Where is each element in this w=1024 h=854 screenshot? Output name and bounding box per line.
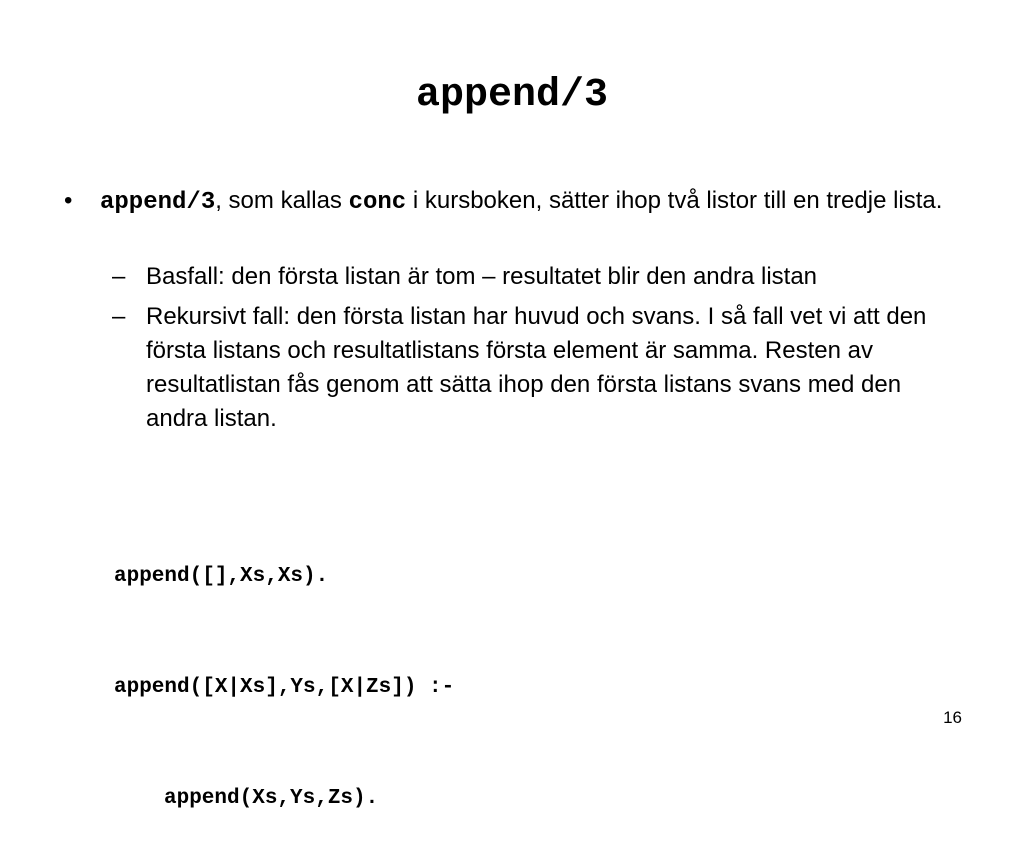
main-bullet <box>64 184 964 220</box>
code-block <box>114 484 454 854</box>
bullet-marker: • <box>64 187 73 214</box>
sub-item-text: Basfall: den första listan är tom – resultatet blir den andra listan <box>146 263 818 290</box>
bullet-text-part1: , som kallas <box>215 187 349 214</box>
dash-marker: – <box>112 263 126 290</box>
page-number: 16 <box>943 708 962 727</box>
code-line-base-clause: append([],Xs,Xs). <box>114 565 329 588</box>
dash-marker: – <box>112 303 126 330</box>
sub-item-recursive-case <box>112 300 962 436</box>
sub-item-text: Rekursivt fall: den första listan har huvud och svans. I så fall vet vi att den första listans och resultatlistans första element är samma. Resten av resultatlistan fås genom att sätta ihop den första listans svans med den andra listan. <box>146 303 927 432</box>
code-term-conc: conc <box>348 189 407 216</box>
code-term-append: append/3 <box>100 189 216 216</box>
code-line-recursive-head: append([X|Xs],Ys,[X|Zs]) :- <box>114 676 455 699</box>
sub-item-base-case <box>112 260 962 294</box>
code-line-recursive-body: append(Xs,Ys,Zs). <box>164 787 379 810</box>
bullet-text-part2: i kursboken, sätter ihop två listor till en tredje lista. <box>406 187 943 214</box>
main-bullet-text <box>100 184 964 220</box>
slide-title: append/3 <box>415 73 609 118</box>
sub-bullet-list <box>112 260 962 442</box>
